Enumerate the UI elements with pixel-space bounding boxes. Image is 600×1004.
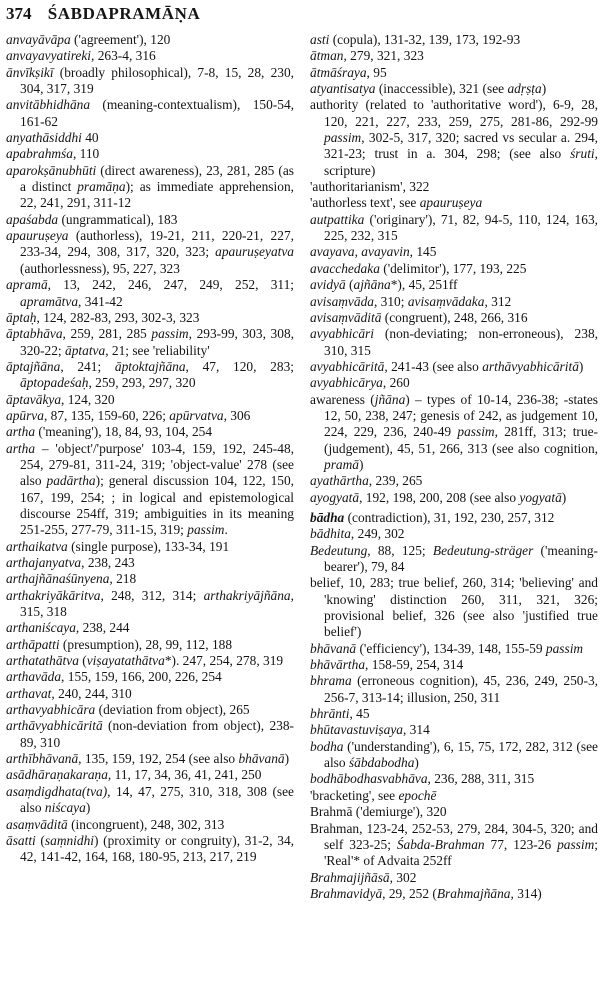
index-column-left	[6, 32, 294, 866]
index-entry: aparokṣānubhūti (direct awareness), 23, 281, 285 (as a distinct pramāṇa); as immediate apprehension, 22, 241, 291, 311-12	[6, 162, 294, 211]
index-entry: bhrānti, 45	[310, 706, 370, 722]
index-entry: arthavyabhicāra (deviation from object), 265	[6, 702, 250, 718]
index-entry: avyabhicārya, 260	[310, 375, 410, 391]
index-entry: belief, 10, 283; true belief, 260, 314; 'believing' and 'knowing' distinction 260, 311, 321, 326; provisional belief, 326 (see also 'justified true belief')	[310, 575, 598, 640]
index-entry: artha – 'object'/'purpose' 103-4, 159, 192, 245-48, 254, 279-81, 311-24, 319; 'object-value' 278 (see also padārtha); general discussion 104, 122, 150, 167, 199, 254; ; in logical and epistemological discourse 254ff, 319; ambiguities in its meaning 251-255, 277-79, 311-15, 319; passim.	[6, 440, 294, 538]
index-entry: avacchedaka ('delimitor'), 177, 193, 225	[310, 260, 527, 276]
index-entry: bhūtavastuviṣaya, 314	[310, 722, 430, 738]
index-entry: arthakriyākāritva, 248, 312, 314; arthakriyājñāna, 315, 318	[6, 587, 294, 620]
index-entry: Brahmavidyā, 29, 252 (Brahmajñāna, 314)	[310, 885, 542, 901]
index-entry: apaśabda (ungrammatical), 183	[6, 211, 178, 227]
index-entry: arthajanyatva, 238, 243	[6, 555, 135, 570]
index-entry: apauruṣeya (authorless), 19-21, 211, 220-21, 227, 233-34, 294, 308, 317, 320, 323; apauruṣeyatva (authorlessness), 95, 227, 323	[6, 228, 294, 276]
index-entry: asādhāraṇakaraṇa, 11, 17, 34, 36, 41, 241, 250	[6, 767, 262, 783]
index-entry: bādha (contradiction), 31, 192, 230, 257, 312	[310, 509, 555, 525]
index-entry: anyathāsiddhi 40	[6, 130, 99, 146]
index-entry: anvitābhidhāna (meaning-contextualism), 150-54, 161-62	[6, 97, 294, 129]
index-entry: 'authoritarianism', 322	[310, 179, 430, 195]
index-entry: arthāpatti (presumption), 28, 99, 112, 188	[6, 636, 233, 652]
index-entry: bhāvārtha, 158-59, 254, 314	[310, 657, 464, 673]
index-entry: arthībhāvanā, 135, 159, 192, 254 (see also bhāvanā)	[6, 751, 290, 767]
index-entry: Brahman, 123-24, 252-53, 279, 284, 304-5, 320; and self 323-25; Śabda-Brahman 77, 123-26 passim; 'Real'* of Advaita 252ff	[310, 820, 599, 869]
index-column-right	[310, 32, 598, 902]
index-entry: apramā, 13, 242, 246, 247, 249, 252, 311; apramātva, 341-42	[6, 277, 294, 309]
index-entry: āptaḥ, 124, 282-83, 293, 302-3, 323	[6, 309, 200, 325]
index-entry: arthaikatva (single purpose), 133-34, 191	[6, 538, 230, 554]
index-entry: asti (copula), 131-32, 139, 173, 192-93	[310, 32, 521, 47]
index-entry: asaṃvāditā (incongruent), 248, 302, 313	[6, 816, 225, 832]
index-entry: avisaṃvāda, 310; avisaṃvādaka, 312	[310, 293, 512, 309]
index-entry: bhāvanā ('efficiency'), 134-39, 148, 155-59 passim	[310, 640, 584, 656]
index-entry: anvayāvāpa ('agreement'), 120	[6, 32, 171, 47]
index-entry: anvayavyatireki, 263-4, 316	[6, 48, 156, 64]
index-entry: bodha ('understanding'), 6, 15, 75, 172, 282, 312 (see also śābdabodha)	[310, 738, 598, 771]
page-number: 374	[6, 4, 32, 23]
index-entry: ānvīkṣikī (broadly philosophical), 7-8, 15, 28, 230, 304, 317, 319	[6, 64, 294, 97]
index-entry: avisaṃvāditā (congruent), 248, 266, 316	[310, 309, 528, 325]
index-entry: asaṃdigdhata(tva), 14, 47, 275, 310, 318, 308 (see also niścaya)	[6, 783, 294, 816]
index-entry: 'bracketing', see epochē	[310, 787, 437, 803]
index-entry: avyabhicāritā, 241-43 (see also arthāvyabhicāritā)	[310, 358, 584, 374]
index-entry: avyabhicāri (non-deviating; non-erroneous), 238, 310, 315	[310, 326, 598, 358]
index-entry: bhrama (erroneous cognition), 45, 236, 249, 250-3, 256-7, 313-14; illusion, 250, 311	[310, 673, 598, 705]
index-entry: arthatathātva (viṣayatathātva*). 247, 254, 278, 319	[6, 653, 284, 669]
index-entry: ayathārtha, 239, 265	[310, 473, 423, 489]
index-entry: apūrva, 87, 135, 159-60, 226; apūrvatva, 306	[6, 407, 251, 423]
index-entry: āptavākya, 124, 320	[6, 391, 115, 407]
index-entry: Brahmajijñāsā, 302	[310, 869, 417, 885]
index-entry: ātmāśraya, 95	[310, 64, 387, 80]
index-entry: ātman, 279, 321, 323	[310, 48, 424, 64]
index-entry: arthavāda, 155, 159, 166, 200, 226, 254	[6, 669, 222, 685]
index-entry: apabrahmśa, 110	[6, 146, 100, 162]
index-entry: āsatti (saṃnidhi) (proximity or congruity), 31-2, 34, 42, 141-42, 164, 168, 180-95, 213, 217, 219	[6, 832, 295, 865]
index-entry: āptajñāna, 241; āptoktajñāna, 47, 120, 283; āptopadeśaḥ, 259, 293, 297, 320	[6, 358, 294, 391]
page-header	[6, 4, 594, 30]
index-entry: artha ('meaning'), 18, 84, 93, 104, 254	[6, 424, 213, 440]
index-entry: Brahmā ('demiurge'), 320	[310, 804, 447, 820]
index-entry: avayava, avayavin, 145	[310, 244, 437, 260]
index-entry: bodhābodhasvabhāva, 236, 288, 311, 315	[310, 771, 535, 787]
running-title: ŚABDAPRAMĀṆA	[47, 4, 201, 23]
index-entry: arthajñānaśūnyena, 218	[6, 571, 137, 587]
index-entry: bādhita, 249, 302	[310, 526, 405, 542]
index-entry: atyantisatya (inaccessible), 321 (see adṛṣṭa)	[310, 81, 547, 97]
index-entry: authority (related to 'authoritative word'), 6-9, 28, 120, 221, 227, 233, 259, 275, 281-86, 292-99 passim, 302-5, 317, 320; sacred vs secular a. 294, 321-23; trust in a. 304, 298; (see also śruti, scripture)	[310, 97, 598, 178]
index-entry: arthaniścaya, 238, 244	[6, 620, 130, 636]
index-entry: awareness (jñāna) – types of 10-14, 236-38; -states 12, 50, 238, 247; genesis of 242, as judgement 10, 224, 229, 236, 240-49 passim, 281ff, 313; true- (judgement), 45, 51, 266, 313 (see also cognition, pramā)	[310, 391, 598, 472]
index-entry: arthāvyabhicāritā (non-deviation from object), 238-89, 310	[6, 718, 294, 750]
index-entry: ayogyatā, 192, 198, 200, 208 (see also yogyatā)	[310, 489, 567, 505]
index-entry: 'authorless text', see apauruṣeya	[310, 195, 483, 211]
index-entry: Bedeutung, 88, 125; Bedeutung-sträger ('meaning-bearer'), 79, 84	[310, 542, 598, 574]
index-entry: arthavat, 240, 244, 310	[6, 685, 132, 701]
index-entry: autpattika ('originary'), 71, 82, 94-5, 110, 124, 163, 225, 232, 315	[310, 211, 598, 244]
index-entry: avidyā (ajñāna*), 45, 251ff	[310, 277, 458, 293]
index-entry: āptabhāva, 259, 281, 285 passim, 293-99, 303, 308, 320-22; āptatva, 21; see 'reliability'	[6, 326, 294, 358]
